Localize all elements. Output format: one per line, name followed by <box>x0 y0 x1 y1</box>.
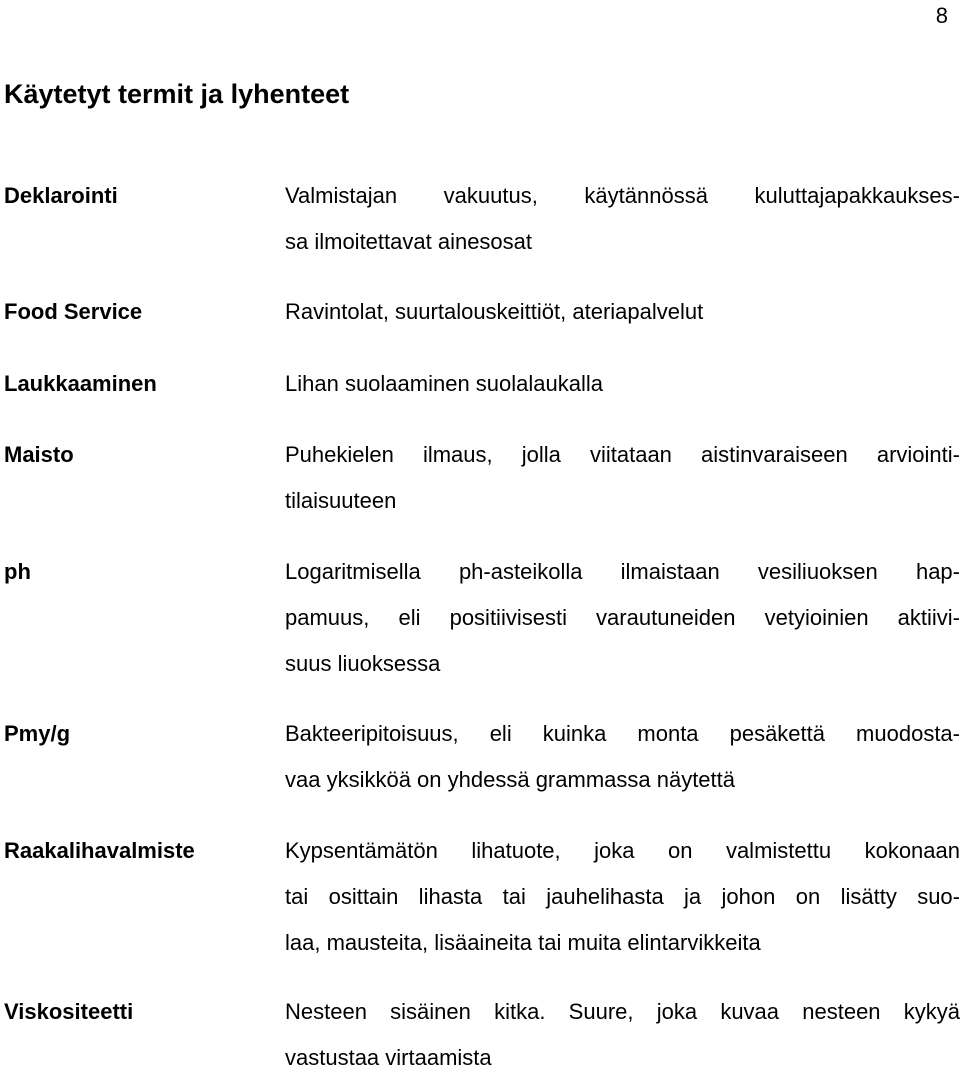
glossary-definition <box>285 836 960 974</box>
definition-line: laa, mausteita, lisäaineita tai muita elintarvikkeita <box>285 930 761 955</box>
definition-line: sa ilmoitettavat ainesosat <box>285 229 533 254</box>
glossary-definition <box>285 719 960 811</box>
glossary-definition <box>285 440 960 532</box>
glossary-term: Raakalihavalmiste <box>4 838 195 863</box>
definition-line: pamuus, eli positiivisesti varautuneiden vetyioinien aktiivi- <box>285 605 960 630</box>
glossary-definition <box>285 997 960 1089</box>
definition-line: suus liuoksessa <box>285 651 441 676</box>
definition-line: Lihan suolaaminen suolalaukalla <box>285 371 604 396</box>
definition-line: Kypsentämätön lihatuote, joka on valmistettu kokonaan <box>285 838 960 863</box>
definition-line: vastustaa virtaamista <box>285 1045 492 1070</box>
page-title: Käytetyt termit ja lyhenteet <box>4 79 350 109</box>
glossary-term: Viskositeetti <box>4 999 134 1024</box>
glossary-definition <box>285 297 960 343</box>
glossary-definition <box>285 181 960 273</box>
definition-line: tilaisuuteen <box>285 488 397 513</box>
definition-line: Puhekielen ilmaus, jolla viitataan aistinvaraiseen arviointi- <box>285 442 960 467</box>
glossary-term: Deklarointi <box>4 183 118 208</box>
definition-line: Logaritmisella ph-asteikolla ilmaistaan vesiliuoksen hap- <box>285 559 960 584</box>
definition-line: Ravintolat, suurtalouskeittiöt, ateriapalvelut <box>285 299 704 324</box>
glossary-term: Food Service <box>4 299 143 324</box>
glossary-definition <box>285 369 960 415</box>
definition-line: tai osittain lihasta tai jauhelihasta ja johon on lisätty suo- <box>285 884 960 909</box>
glossary-definition <box>285 557 960 695</box>
glossary-term: ph <box>4 559 31 584</box>
glossary-term: Maisto <box>4 442 74 467</box>
glossary-term: Pmy/g <box>4 721 71 746</box>
page-number: 8 <box>935 3 948 28</box>
definition-line: Valmistajan vakuutus, käytännössä kuluttajapakkaukses- <box>285 183 960 208</box>
definition-line: vaa yksikköä on yhdessä grammassa näytettä <box>285 767 736 792</box>
definition-line: Nesteen sisäinen kitka. Suure, joka kuvaa nesteen kykyä <box>285 999 960 1024</box>
glossary-term: Laukkaaminen <box>4 371 157 396</box>
definition-line: Bakteeripitoisuus, eli kuinka monta pesäkettä muodosta- <box>285 721 960 746</box>
